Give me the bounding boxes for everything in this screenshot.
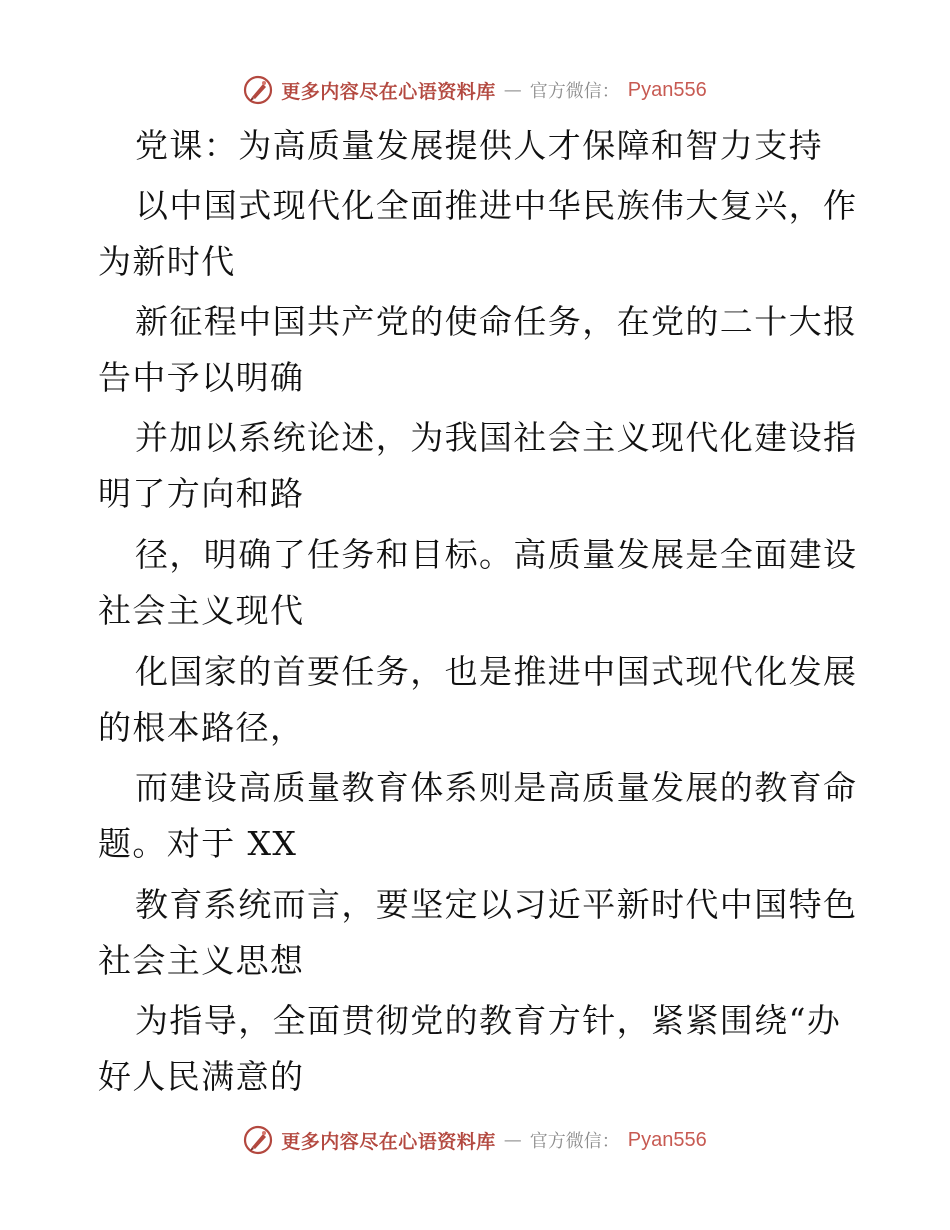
banner-brand-text: 更多内容尽在心语资料库 [281, 80, 496, 103]
paragraph-line: 明了方向和路 [98, 474, 305, 513]
paragraph-line: 并加以系统论述，为我国社会主义现代化建设指 [135, 418, 858, 457]
paragraph-line: 的根本路径， [98, 708, 305, 747]
banner-official-label: 官方微信： [529, 1131, 620, 1152]
banner-official-label: 官方微信： [529, 81, 620, 102]
banner-separator: — [503, 79, 522, 101]
paragraph-line: 新征程中国共产党的使命任务，在党的二十大报 [135, 302, 858, 341]
paragraph-line: 教育系统而言，要坚定以习近平新时代中国特色 [135, 885, 858, 924]
banner-brand-text: 更多内容尽在心语资料库 [281, 1130, 496, 1153]
paragraph-line: 而建设高质量教育体系则是高质量发展的教育命 [135, 768, 858, 807]
quill-pen-logo-icon [243, 1125, 273, 1155]
paragraph-line: 为指导，全面贯彻党的教育方针，紧紧围绕“办 [135, 1001, 842, 1040]
document-title: 党课：为高质量发展提供人才保障和智力支持 [135, 126, 823, 165]
paragraph-line: 为新时代 [98, 242, 236, 281]
banner-wechat-id: Pyan556 [627, 78, 707, 101]
paragraph-line: 社会主义思想 [98, 941, 305, 980]
footer-watermark-banner [0, 1120, 950, 1160]
paragraph-line: 题。对于 XX [98, 824, 298, 863]
paragraph-line: 社会主义现代 [98, 591, 305, 630]
header-watermark-banner [0, 70, 950, 110]
banner-wechat-id: Pyan556 [627, 1128, 707, 1151]
paragraph-line: 径，明确了任务和目标。高质量发展是全面建设 [135, 535, 858, 574]
paragraph-line: 以中国式现代化全面推进中华民族伟大复兴，作 [135, 186, 858, 225]
paragraph-line: 化国家的首要任务，也是推进中国式现代化发展 [135, 652, 858, 691]
paragraph-line: 告中予以明确 [98, 358, 305, 397]
banner-separator: — [503, 1129, 522, 1151]
paragraph-line: 好人民满意的 [98, 1057, 305, 1096]
quill-pen-logo-icon [243, 75, 273, 105]
